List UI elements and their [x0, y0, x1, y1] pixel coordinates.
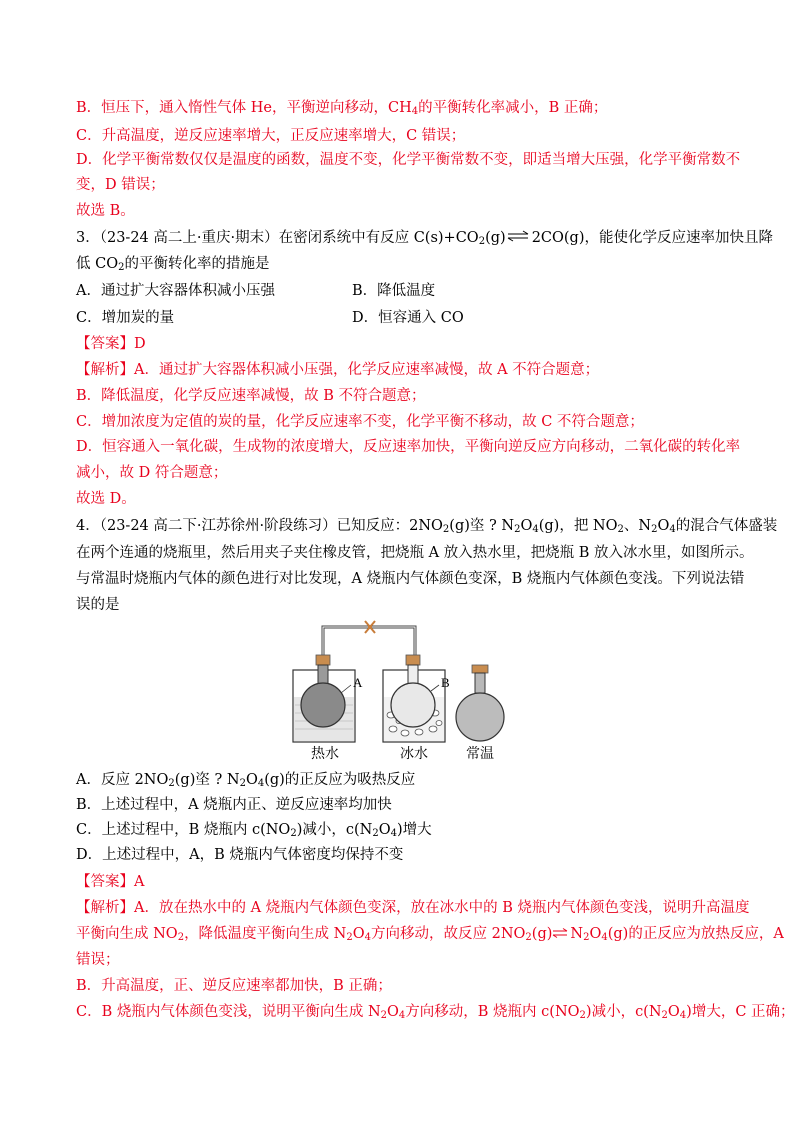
- caption-ice-water: 冰水: [400, 746, 428, 762]
- room-temperature-flask: [456, 665, 504, 741]
- q3-analysis-b: B．降低温度，化学反应速率减慢，故 B 不符合题意；: [76, 388, 426, 404]
- caption-room-temp: 常温: [466, 746, 494, 762]
- q3-answer: 【答案】D: [76, 336, 146, 352]
- equilibrium-arrow-icon: [552, 924, 570, 944]
- hot-water-beaker: [293, 655, 355, 742]
- q4-analysis-a-line1: 【解析】A．放在热水中的 A 烧瓶内气体颜色变深，放在冰水中的 B 烧瓶内气体颜色变浅，说明升高温度: [76, 900, 750, 916]
- equilibrium-arrow-icon: [506, 228, 532, 248]
- q4-option-c[interactable]: C．上述过程中，B 烧瓶内 $c(NO_2)$减小，$c(N_2O_4)$增大: [76, 822, 432, 839]
- q4-option-b[interactable]: B．上述过程中，A 烧瓶内正、逆反应速率均加快: [76, 797, 392, 813]
- flask-apparatus-figure: [285, 615, 515, 765]
- q4-analysis-c: C．B 烧瓶内气体颜色变浅，说明平衡向生成 $N_2O_4$方向移动，B 烧瓶内 $c(NO_2)$减小，$c(N_2O_4)$增大，C 正确；: [76, 1004, 795, 1021]
- q4-analysis-b: B．升高温度，正、逆反应速率都加快，B 正确；: [76, 978, 392, 994]
- q4-answer: 【答案】A: [76, 874, 145, 890]
- q4-stem-line3: 与常温时烧瓶内气体的颜色进行对比发现，A 烧瓶内气体颜色变深，B 烧瓶内气体颜色变浅。下列说法错: [76, 571, 745, 587]
- q3-conclusion: 故选 D。: [76, 491, 136, 507]
- q3-option-c[interactable]: C．增加炭的量: [76, 310, 175, 326]
- q3-option-b[interactable]: B．降低温度: [352, 283, 436, 299]
- q4-option-d[interactable]: D．上述过程中，A，B 烧瓶内气体密度均保持不变: [76, 847, 404, 863]
- q3-stem-line1: 3．（23-24 高二上·重庆·期末）在密闭系统中有反应 $C(s)+CO_2(g)$ 2CO(g)，能使化学反应速率加快且降: [76, 230, 773, 247]
- prev-solution-d-line1: D．化学平衡常数仅仅是温度的函数，温度不变，化学平衡常数不变，即适当增大压强，化学平衡常数不: [76, 152, 741, 168]
- q3-analysis-d-line2: 减小，故 D 符合题意；: [76, 465, 228, 481]
- q3-option-d[interactable]: D．恒容通入 CO: [352, 310, 464, 326]
- prev-solution-d-line2: 变，D 错误；: [76, 177, 165, 193]
- q3-options-row1: [76, 281, 275, 301]
- q4-analysis-a-line2: 平衡向生成 $NO_2$，降低温度平衡向生成 $N_2O_4$方向移动，故反应 $2NO_2(g)$ $N_2O_4(g)$的正反应为放热反应，A: [76, 926, 784, 943]
- flask-a-label: A: [353, 675, 363, 690]
- q4-option-a[interactable]: A．反应 $2NO_2(g)$垐 ? $N_2O_4(g)$的正反应为吸热反应: [76, 772, 416, 789]
- q3-analysis-a: 【解析】A．通过扩大容器体积减小压强，化学反应速率减慢，故 A 不符合题意；: [76, 362, 600, 378]
- flask-b-label: B: [441, 675, 450, 690]
- q3-stem-line2: 低 $CO_2$的平衡转化率的措施是: [76, 256, 270, 273]
- garbled-equilibrium-glyph: 垐 ?: [195, 772, 223, 788]
- q4-analysis-a-line3: 错误；: [76, 952, 120, 968]
- q3-analysis-c: C．增加浓度为定值的炭的量，化学反应速率不变，化学平衡不移动，故 C 不符合题意；: [76, 414, 644, 430]
- garbled-equilibrium-glyph: 垐 ?: [469, 518, 497, 534]
- q4-stem-line4: 误的是: [76, 597, 120, 613]
- q4-stem-line1: 4．（23-24 高二下·江苏徐州·阶段练习）已知反应：$2NO_2(g)$垐 ? $N_2O_4(g)$，把 $NO_2$、$N_2O_4$的混合气体盛装: [76, 518, 778, 535]
- prev-solution-c: C．升高温度，逆反应速率增大，正反应速率增大，C 错误；: [76, 128, 466, 144]
- prev-solution-conclusion: 故选 B。: [76, 203, 135, 219]
- prev-solution-b: B．恒压下，通入惰性气体 He，平衡逆向移动，$CH_4$的平衡转化率减小，B 正确；: [76, 100, 608, 117]
- q3-option-a[interactable]: A．通过扩大容器体积减小压强: [76, 283, 275, 299]
- q4-stem-line2: 在两个连通的烧瓶里，然后用夹子夹住橡皮管，把烧瓶 A 放入热水里，把烧瓶 B 放入冰水里，如图所示。: [76, 545, 754, 561]
- q3-analysis-d-line1: D．恒容通入一氧化碳，生成物的浓度增大，反应速率加快，平衡向逆反应方向移动，二氧化碳的转化率: [76, 439, 741, 455]
- caption-hot-water: 热水: [311, 746, 339, 762]
- ice-water-beaker: [383, 655, 445, 742]
